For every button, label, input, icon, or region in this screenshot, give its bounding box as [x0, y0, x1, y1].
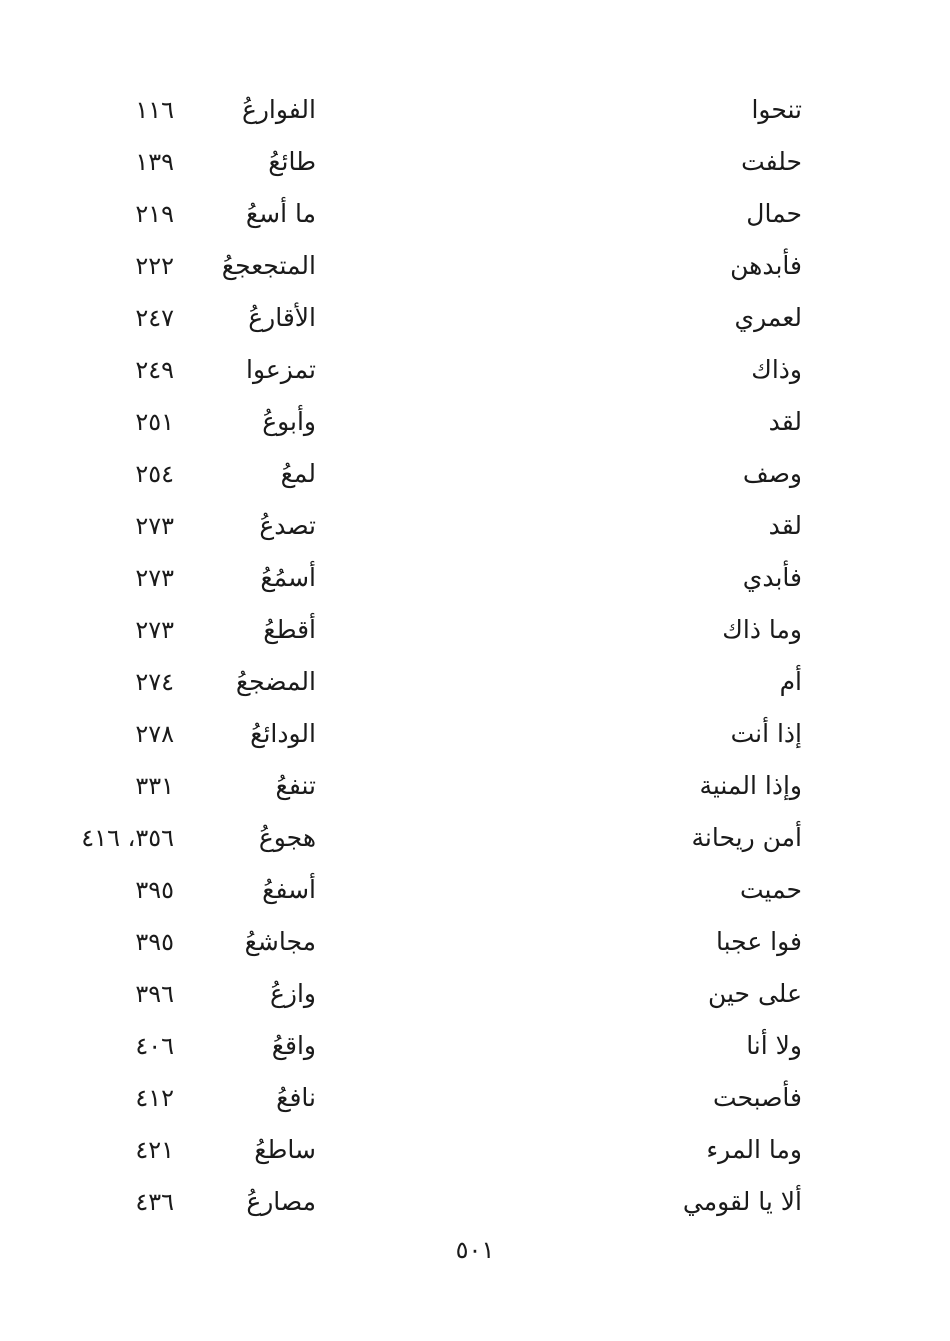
index-row	[0, 84, 950, 136]
page-reference: ٢٧٣	[135, 564, 174, 592]
page-reference: ٢٤٧	[135, 304, 174, 332]
page-reference: ٤١٢	[135, 1084, 174, 1112]
page-reference: ٣٩٥	[135, 928, 174, 956]
index-row	[0, 760, 950, 812]
page-reference: ٢٧٤	[135, 668, 174, 696]
verse-opening: فوا عجبا	[716, 927, 802, 956]
verse-rhyme-word: المتجعجعُ	[221, 251, 316, 280]
index-row	[0, 344, 950, 396]
verse-rhyme-word: لمعُ	[280, 459, 316, 488]
page-reference: ٢٧٣	[135, 512, 174, 540]
page-reference: ٢٢٢	[135, 252, 174, 280]
index-row	[0, 708, 950, 760]
index-row	[0, 1072, 950, 1124]
page-reference: ٤٢١	[135, 1136, 174, 1164]
verse-rhyme-word: ساطعُ	[254, 1135, 316, 1164]
verse-rhyme-word: نافعُ	[276, 1083, 316, 1112]
index-row	[0, 968, 950, 1020]
page-reference: ٢١٩	[135, 200, 174, 228]
verse-opening: فأبدي	[742, 563, 802, 592]
verse-opening: ولا أنا	[746, 1031, 802, 1060]
verse-opening: لعمري	[734, 303, 802, 332]
index-row	[0, 864, 950, 916]
page-reference: ٣٩٥	[135, 876, 174, 904]
index-row	[0, 292, 950, 344]
page-reference: ٣٥٦، ٤١٦	[81, 824, 174, 852]
index-row	[0, 1124, 950, 1176]
verse-rhyme-word: الأقارعُ	[248, 303, 316, 332]
verse-rhyme-word: مجاشعُ	[244, 927, 316, 956]
verse-rhyme-word: أقطعُ	[263, 615, 316, 644]
verse-opening: أمن ريحانة	[691, 823, 802, 852]
verse-opening: وإذا المنية	[699, 771, 802, 800]
page-reference: ٢٥١	[135, 408, 174, 436]
verse-rhyme-word: تصدعُ	[259, 511, 316, 540]
page-reference: ٢٧٣	[135, 616, 174, 644]
verse-rhyme-word: هجوعُ	[258, 823, 316, 852]
verse-opening: وما ذاك	[722, 615, 802, 644]
verse-opening: لقد	[768, 511, 802, 540]
index-row	[0, 240, 950, 292]
page-reference: ٢٥٤	[135, 460, 174, 488]
index-row	[0, 136, 950, 188]
page-reference: ٤٠٦	[135, 1032, 174, 1060]
verse-opening: فأبدهن	[730, 251, 802, 280]
page-reference: ٤٣٦	[135, 1188, 174, 1216]
verse-opening: حمال	[746, 199, 802, 228]
index-row	[0, 604, 950, 656]
verse-opening: وما المرء	[706, 1135, 802, 1164]
verse-opening: فأصبحت	[712, 1083, 802, 1112]
verse-opening: أم	[779, 667, 802, 696]
verse-rhyme-word: المضجعُ	[235, 667, 316, 696]
verse-opening: وذاك	[751, 355, 802, 384]
verse-rhyme-word: تمزعوا	[246, 355, 316, 384]
verse-opening: لقد	[768, 407, 802, 436]
index-row	[0, 812, 950, 864]
verse-rhyme-word: وازعُ	[269, 979, 316, 1008]
page-reference: ١٣٩	[135, 148, 174, 176]
index-row	[0, 396, 950, 448]
index-row	[0, 1176, 950, 1228]
verse-opening: وصف	[742, 459, 802, 488]
verse-opening: تنحوا	[751, 95, 802, 124]
verse-opening: إذا أنت	[730, 719, 802, 748]
index-row	[0, 1020, 950, 1072]
index-row	[0, 188, 950, 240]
verse-rhyme-word: ما أسعُ	[245, 199, 316, 228]
index-row	[0, 448, 950, 500]
verse-rhyme-word: الفوارعُ	[241, 95, 316, 124]
page-reference: ٢٧٨	[135, 720, 174, 748]
verse-rhyme-word: طائعُ	[268, 147, 316, 176]
page-reference: ١١٦	[135, 96, 174, 124]
verse-rhyme-word: وأبوعُ	[262, 407, 316, 436]
page-reference: ٣٩٦	[135, 980, 174, 1008]
page-reference: ٣٣١	[135, 772, 174, 800]
index-row	[0, 500, 950, 552]
verse-rhyme-word: أسمُعُ	[260, 563, 316, 592]
verse-rhyme-word: أسفعُ	[262, 875, 316, 904]
verse-opening: حلفت	[741, 147, 802, 176]
index-row	[0, 552, 950, 604]
verse-index-list	[0, 84, 950, 1228]
verse-opening: ألا يا لقومي	[682, 1187, 802, 1216]
verse-opening: على حين	[707, 979, 802, 1008]
verse-opening: حميت	[740, 875, 802, 904]
page-reference: ٢٤٩	[135, 356, 174, 384]
index-row	[0, 916, 950, 968]
verse-rhyme-word: مصارعُ	[246, 1187, 316, 1216]
verse-rhyme-word: تنفعُ	[275, 771, 316, 800]
verse-rhyme-word: الودائعُ	[250, 719, 316, 748]
verse-rhyme-word: واقعُ	[271, 1031, 316, 1060]
index-row	[0, 656, 950, 708]
page-number: ٥٠١	[455, 1236, 495, 1264]
